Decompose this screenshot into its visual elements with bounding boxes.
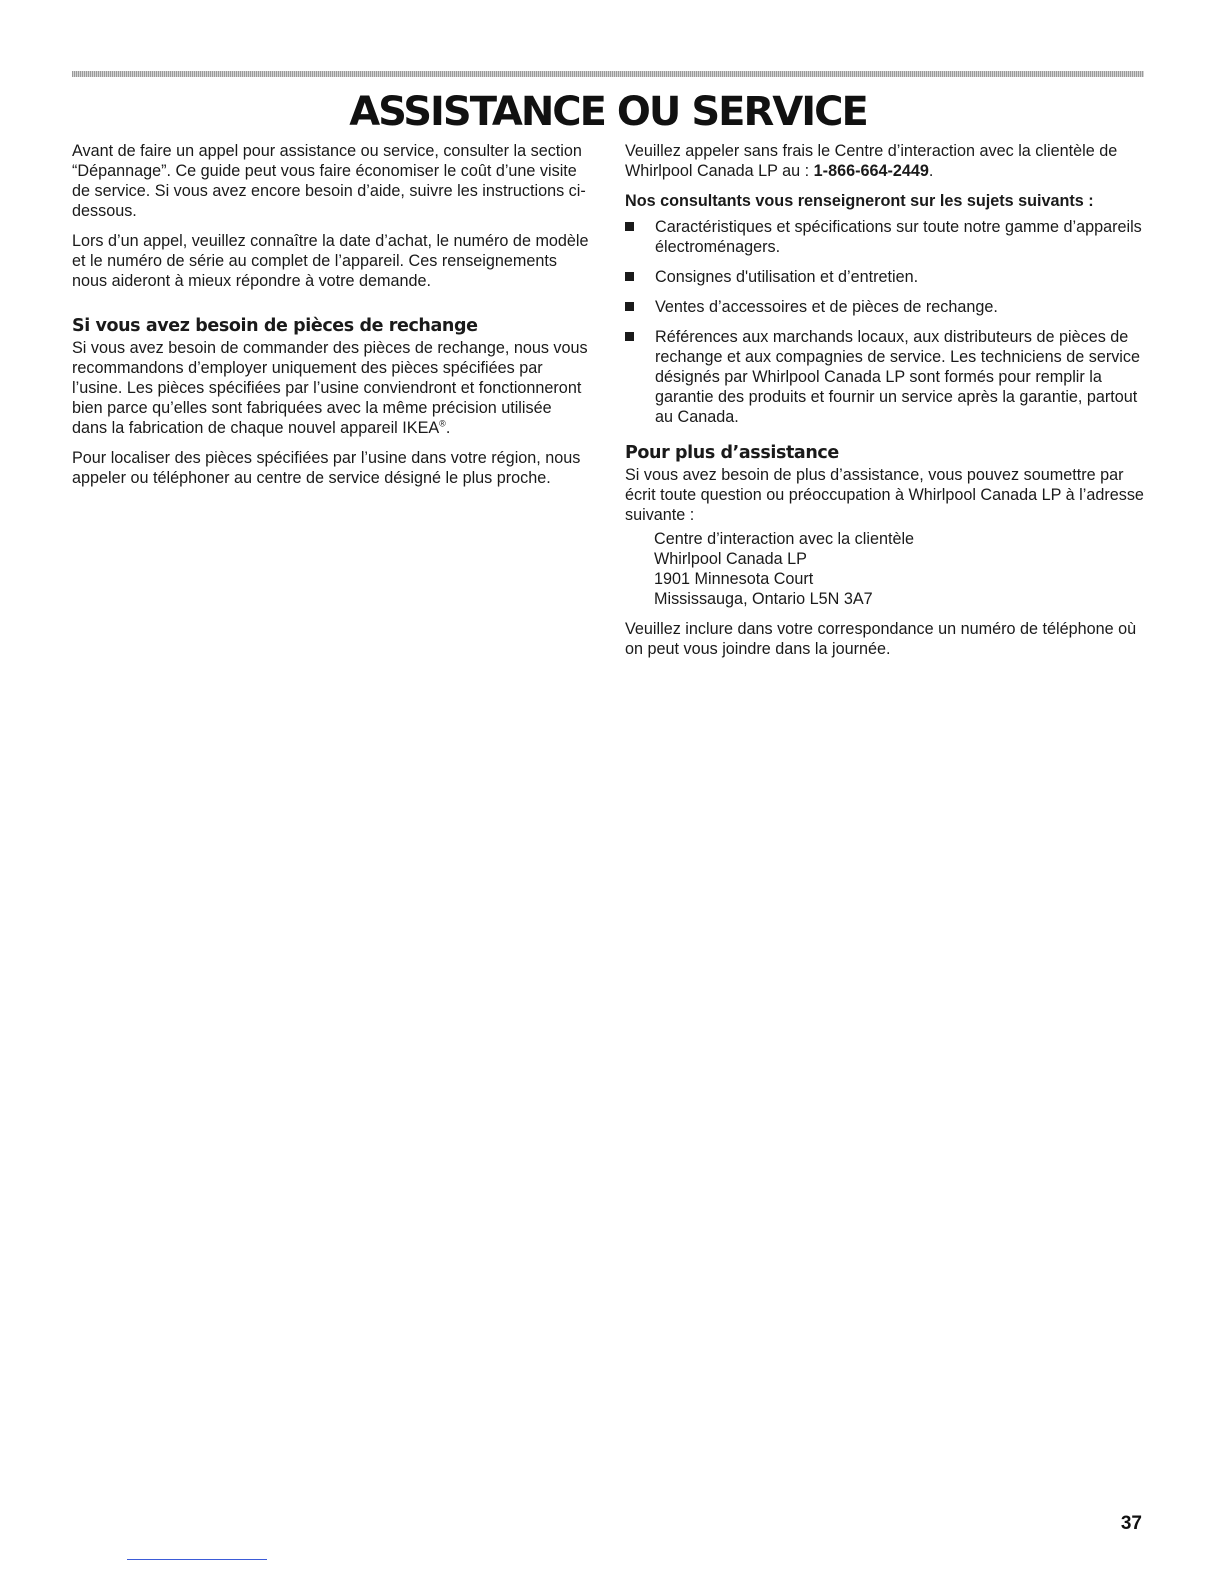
square-bullet-icon [625, 222, 634, 231]
registered-mark: ® [439, 418, 446, 429]
list-item-text: Ventes d’accessoires et de pièces de rechange. [655, 298, 998, 316]
page-title: ASSISTANCE OU SERVICE [349, 89, 867, 135]
parts-paragraph-2: Pour localiser des pièces spécifiées par l’usine dans votre région, nous appeler ou téléphoner au centre de service désigné le plus proche. [72, 449, 581, 487]
square-bullet-icon [625, 302, 634, 311]
consultants-lead: Nos consultants vous renseigneront sur les sujets suivants : [625, 192, 1094, 210]
list-item [625, 267, 1145, 287]
address-line: Whirlpool Canada LP [654, 550, 807, 568]
parts-paragraph-1 [72, 338, 590, 438]
more-assistance-paragraph: Si vous avez besoin de plus d’assistance, vous pouvez soumettre par écrit toute question ou préoccupation à Whirlpool Canada LP à l’adresse suivante : [625, 466, 1144, 524]
call-paragraph-end: . [928, 162, 934, 180]
list-item-text: Caractéristiques et spécifications sur toute notre gamme d’appareils électroménagers. [655, 218, 1142, 256]
list-item [625, 327, 1145, 427]
call-paragraph [625, 141, 1145, 181]
header-rule [72, 71, 1144, 77]
page-number: 37 [1120, 1513, 1142, 1534]
list-item-text: Consignes d'utilisation et d’entretien. [655, 268, 919, 286]
phone-number: 1-866-664-2449 [813, 162, 929, 180]
call-text: Veuillez appeler sans frais le Centre d’interaction avec la clientèle de Whirlpool Canada LP au : [625, 142, 1118, 180]
mailing-address [625, 529, 1145, 609]
parts-heading: Si vous avez besoin de pièces de rechange [72, 316, 478, 336]
intro-paragraph-2: Lors d’un appel, veuillez connaître la date d’achat, le numéro de modèle et le numéro de série au complet de l’appareil. Ces renseignements nous aideront à mieux répondre à votre demande. [72, 232, 589, 290]
topics-list [625, 217, 1145, 427]
closing-paragraph: Veuillez inclure dans votre correspondance un numéro de téléphone où on peut vous joindre dans la journée. [625, 620, 1137, 658]
more-assistance-heading: Pour plus d’assistance [625, 443, 839, 463]
parts-paragraph-1-text: Si vous avez besoin de commander des pièces de rechange, nous vous recommandons d’employer uniquement des pièces spécifiées par l’usine. Les pièces spécifiées par l’usine conviendront et fonctionneront bien parce qu’elles sont fabriquées avec la même précision utilisée dans la fabrication de chaque nouvel appareil IKEA [72, 339, 588, 437]
right-column [625, 141, 1145, 669]
address-line: Centre d’interaction avec la clientèle [654, 530, 915, 548]
left-column [72, 141, 590, 498]
square-bullet-icon [625, 272, 634, 281]
address-line: Mississauga, Ontario L5N 3A7 [654, 590, 873, 608]
list-item [625, 297, 1145, 317]
list-item-text: Références aux marchands locaux, aux distributeurs de pièces de rechange et aux compagnies de service. Les techniciens de service désignés par Whirlpool Canada LP sont formés pour remplir la garantie des produits et fournir un service après la garantie, partout au Canada. [655, 328, 1141, 426]
intro-paragraph-1: Avant de faire un appel pour assistance ou service, consulter la section “Dépannage”. Ce guide peut vous faire économiser le coût d’une visite de service. Si vous avez encore besoin d’aide, suivre les instructions ci-dessous. [72, 142, 586, 220]
list-item [625, 217, 1145, 257]
bottom-underline [127, 1559, 267, 1560]
address-line: 1901 Minnesota Court [654, 570, 814, 588]
parts-paragraph-1-end: . [445, 419, 451, 437]
square-bullet-icon [625, 332, 634, 341]
